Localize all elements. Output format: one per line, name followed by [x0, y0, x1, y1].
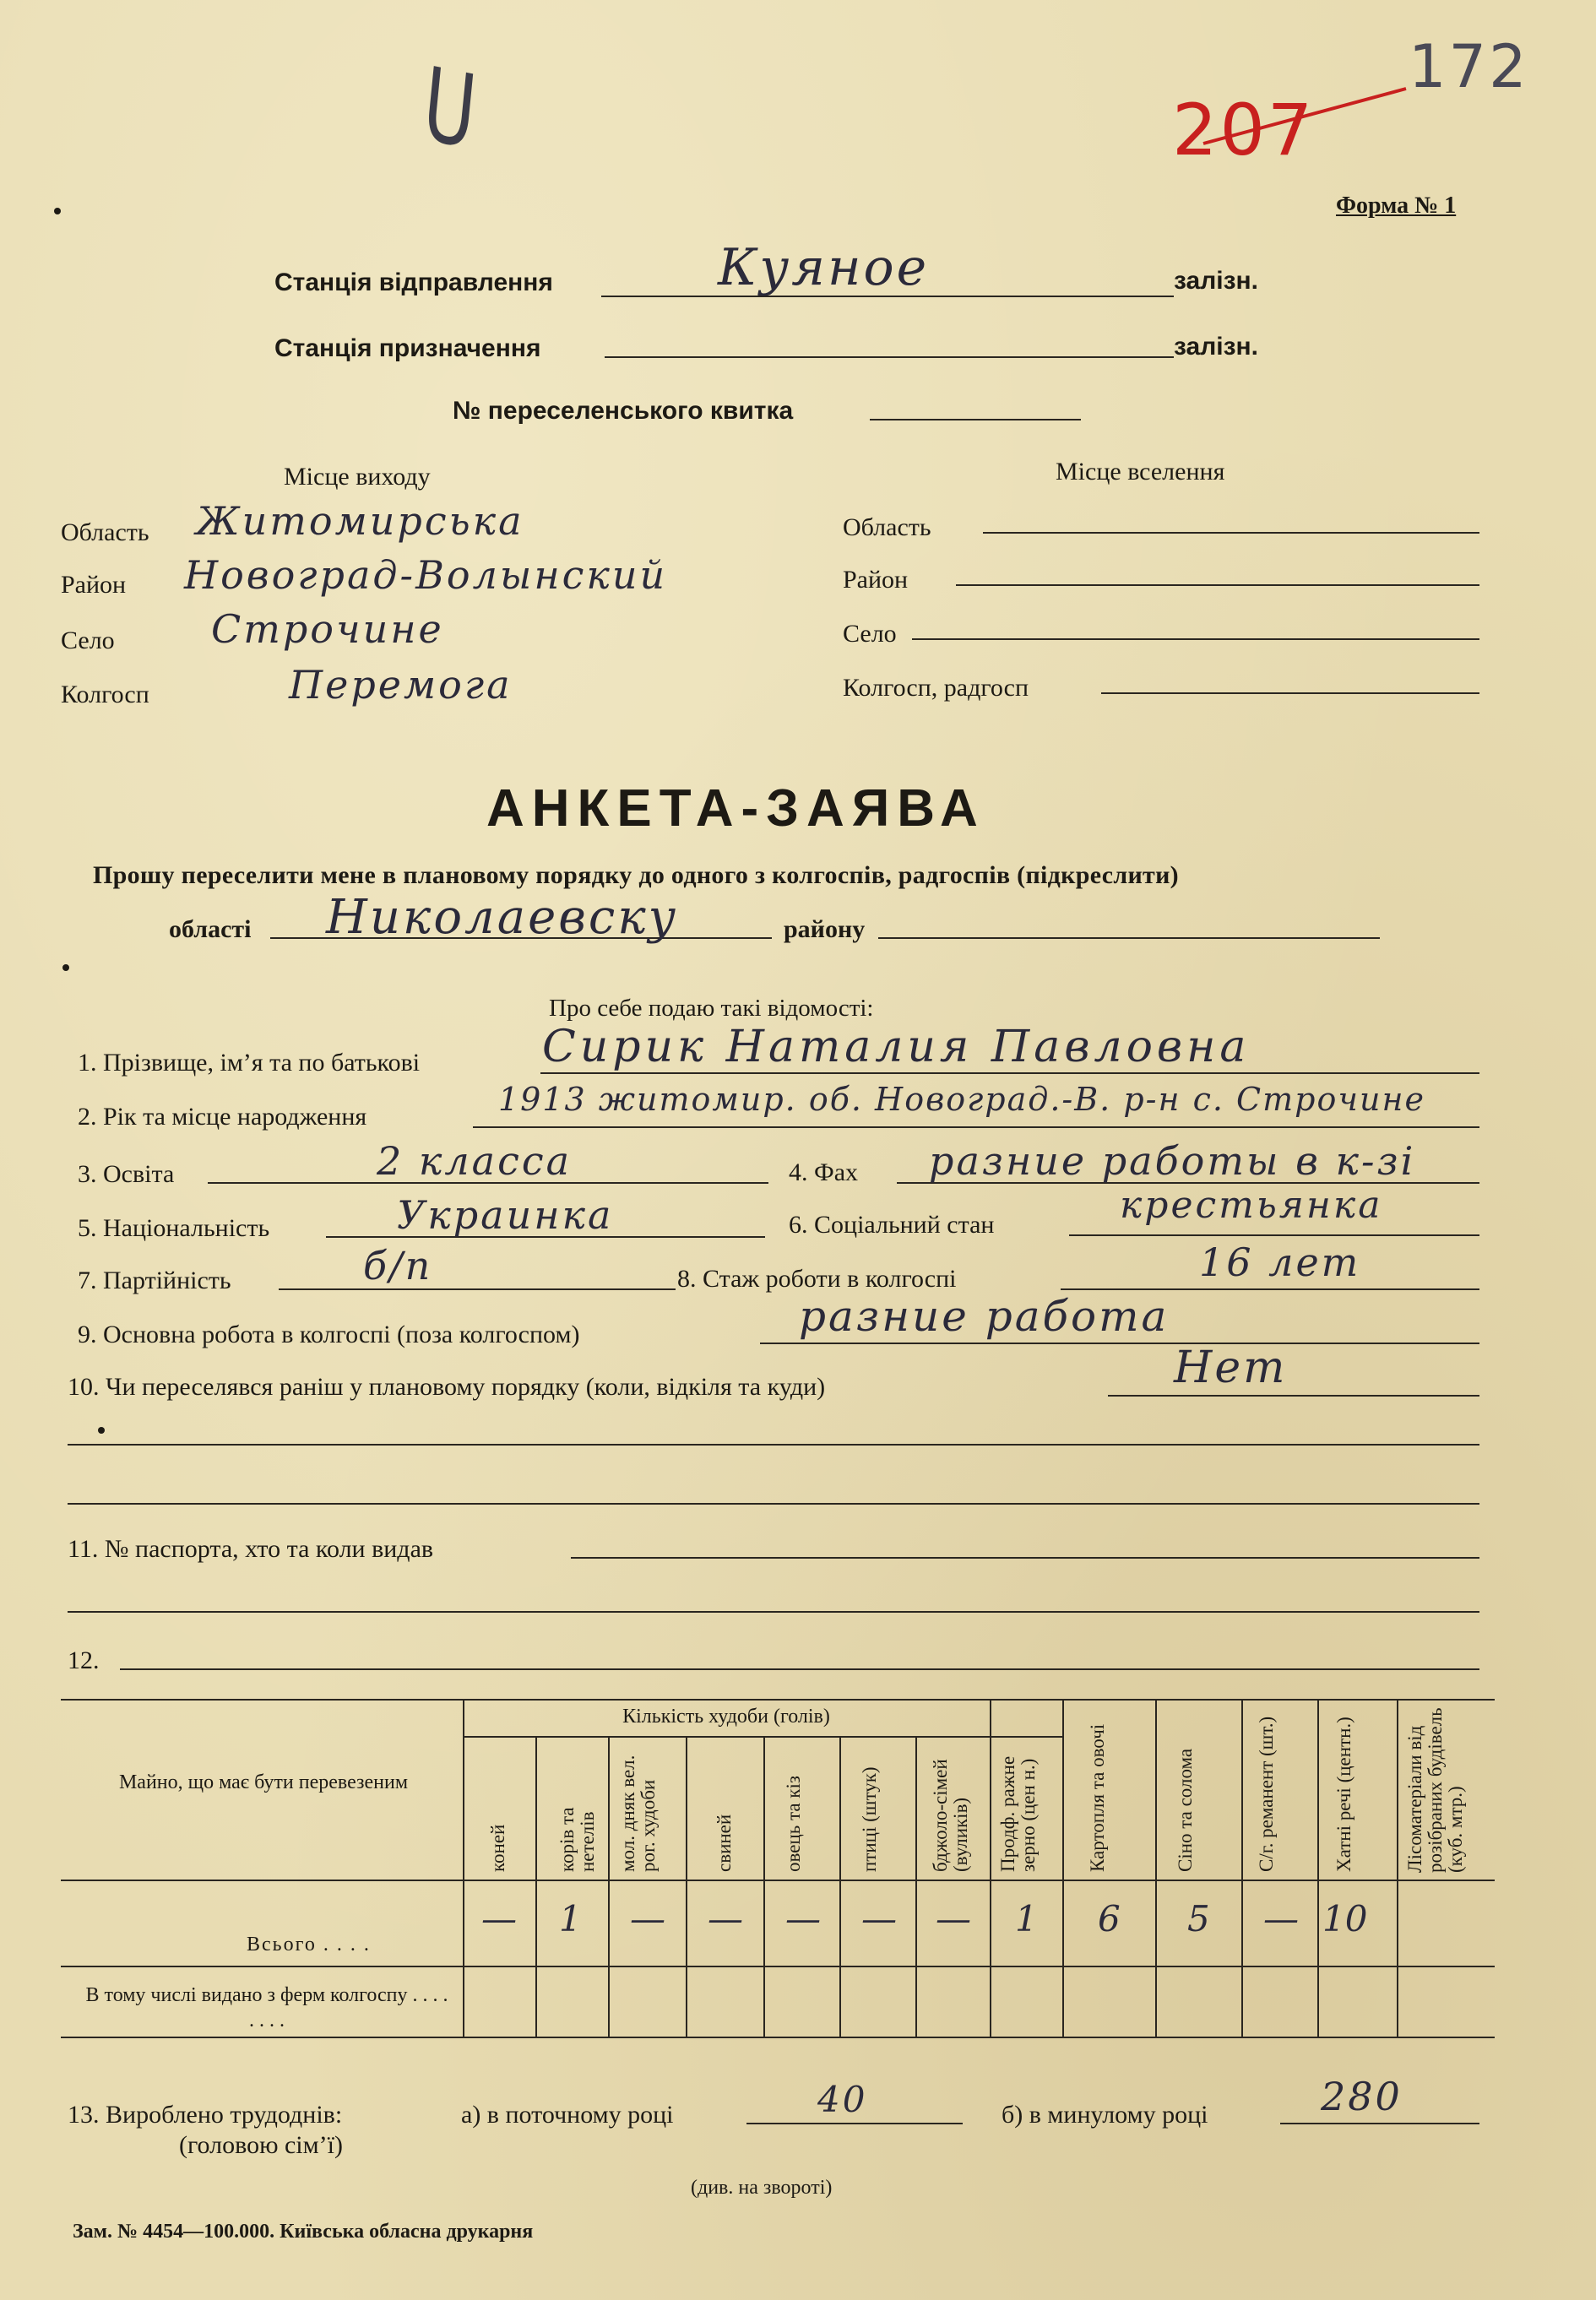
red-strikethrough	[1199, 80, 1410, 156]
table-divider	[1062, 1699, 1064, 2037]
pencil-mark: U	[418, 46, 483, 173]
total-row-label: Всього . . . .	[247, 1934, 371, 1956]
table-divider	[1241, 1699, 1243, 2037]
origin-oblast-value: Житомирська	[196, 498, 524, 544]
col-header-cows: корів та нетелів	[556, 1807, 598, 1872]
table-bottom-border	[61, 2037, 1495, 2038]
total-horses: —	[481, 1898, 517, 1939]
total-young-cattle: —	[630, 1898, 665, 1939]
request-oblast-label: області	[169, 915, 252, 943]
q6-line	[1069, 1234, 1479, 1236]
workdays-sublabel: (головою сім’ї)	[179, 2131, 343, 2159]
total-hay: 5	[1187, 1898, 1210, 1939]
destination-raion-line	[956, 584, 1479, 586]
q10-line-2	[68, 1444, 1479, 1446]
col-header-potatoes: Картопля та овочі	[1087, 1723, 1108, 1872]
q7-label: 7. Партійність	[78, 1267, 231, 1294]
col-header-implements: С/г. реманент (шт.)	[1256, 1716, 1277, 1872]
q1-line	[540, 1072, 1479, 1074]
departure-station-label: Станція відправлення	[274, 269, 553, 296]
table-divider	[463, 1699, 464, 2037]
q12-line	[120, 1668, 1479, 1670]
q10-line	[1108, 1395, 1479, 1397]
table-divider	[1155, 1699, 1157, 2037]
railway-suffix-2: залізн.	[1174, 333, 1258, 361]
workdays-current-label: а) в поточному році	[461, 2101, 674, 2129]
total-implements: —	[1263, 1898, 1299, 1939]
intro-text: Про себе подаю такі відомості:	[549, 995, 874, 1022]
table-row-header: Майно, що має бути перевезеним	[118, 1771, 409, 1793]
table-group-header: Кількість худоби (голів)	[622, 1706, 830, 1728]
table-top-border	[61, 1699, 1495, 1701]
q9-value: разние работа	[799, 1292, 1170, 1341]
table-group-divider	[463, 1736, 1062, 1738]
origin-selo-value: Строчине	[211, 606, 444, 652]
property-table	[61, 1699, 1495, 2037]
destination-station-line	[605, 356, 1174, 358]
binder-hole-mark	[98, 1427, 105, 1434]
origin-oblast-label: Область	[61, 518, 149, 546]
table-header-bottom	[61, 1880, 1495, 1881]
q3-value: 2 класса	[377, 1138, 573, 1184]
origin-kolhosp-label: Колгосп	[61, 681, 149, 708]
farm-row-label: В тому числі видано з ферм колгоспу . . . . . . . .	[85, 1984, 448, 2031]
red-archive-number: 207	[1172, 89, 1316, 171]
q6-value: крестьянка	[1120, 1184, 1383, 1227]
q8-value: 16 лет	[1199, 1240, 1361, 1285]
table-divider	[990, 1699, 991, 2037]
table-divider	[535, 1736, 537, 2037]
col-header-household: Хатні речі (центн.)	[1333, 1717, 1354, 1872]
origin-raion-label: Район	[61, 571, 127, 599]
origin-raion-value: Новоград-Волынский	[184, 552, 668, 598]
ticket-label: № переселенського квитка	[453, 397, 794, 425]
table-divider	[1317, 1699, 1319, 2037]
request-raion-label: району	[784, 915, 866, 943]
railway-suffix-1: залізн.	[1174, 267, 1258, 295]
request-raion-line	[878, 937, 1380, 939]
workdays-current-line	[746, 2123, 963, 2124]
workdays-past-label: б) в минулому році	[1002, 2101, 1208, 2129]
q5-value: Украинка	[397, 1192, 614, 1238]
q10-label: 10. Чи переселявся раніш у плановому порядку (коли, відкіля та куди)	[68, 1373, 826, 1401]
total-pigs: —	[708, 1898, 743, 1939]
table-divider	[608, 1736, 610, 2037]
q4-value: разние работы в к-зі	[929, 1138, 1416, 1184]
col-header-hay: Сіно та солома	[1175, 1748, 1196, 1872]
col-header-bees: бджоло-сімей (вуликів)	[930, 1759, 971, 1872]
see-reverse-note: (див. на звороті)	[691, 2177, 833, 2199]
col-header-pigs: свиней	[714, 1814, 735, 1872]
page-number: 172	[1409, 32, 1529, 101]
destination-kolhosp-label: Колгосп, радгосп	[843, 674, 1029, 702]
q2-line	[473, 1126, 1479, 1128]
q11-label: 11. № паспорта, хто та коли видав	[68, 1535, 434, 1563]
request-oblast-value: Николаевску	[326, 890, 679, 945]
destination-station-label: Станція призначення	[274, 334, 541, 362]
request-text: Прошу переселити мене в плановому порядку до одного з колгоспів, радгоспів (підкреслити)	[93, 861, 1179, 889]
total-poultry: —	[861, 1898, 897, 1939]
workdays-past-line	[1280, 2123, 1479, 2124]
table-divider	[1397, 1699, 1398, 2037]
origin-selo-label: Село	[61, 627, 115, 654]
destination-raion-label: Район	[843, 566, 909, 594]
origin-kolhosp-value: Перемога	[289, 662, 513, 708]
binder-hole-mark	[62, 964, 69, 971]
destination-selo-line	[912, 638, 1479, 640]
q5-label: 5. Національність	[78, 1214, 270, 1242]
table-divider	[839, 1736, 841, 2037]
col-header-horses: коней	[487, 1824, 508, 1872]
workdays-label: 13. Вироблено трудоднів:	[68, 2101, 343, 2129]
col-header-young-cattle: мол. дняк вел. рог. худоби	[617, 1755, 659, 1872]
total-cows: 1	[559, 1898, 582, 1939]
q2-label: 2. Рік та місце народження	[78, 1103, 367, 1131]
q7-value: б/п	[363, 1243, 433, 1288]
total-sheep: —	[785, 1898, 821, 1939]
table-divider	[763, 1736, 765, 2037]
q8-line	[1061, 1288, 1479, 1290]
col-header-sheep: овець та кіз	[783, 1776, 804, 1872]
table-divider	[915, 1736, 917, 2037]
origin-heading: Місце виходу	[284, 463, 431, 491]
form-title: АНКЕТА-ЗАЯВА	[486, 779, 985, 838]
q11-line-2	[68, 1611, 1479, 1613]
q6-label: 6. Соціальний стан	[789, 1211, 995, 1239]
destination-kolhosp-line	[1101, 692, 1479, 694]
destination-heading: Місце вселення	[1056, 458, 1225, 485]
col-header-poultry: птиці (штук)	[859, 1766, 880, 1872]
q1-label: 1. Прізвище, ім’я та по батькові	[78, 1049, 421, 1077]
q8-label: 8. Стаж роботи в колгоспі	[677, 1265, 957, 1293]
ticket-line	[870, 419, 1081, 420]
destination-oblast-label: Область	[843, 513, 931, 541]
q2-value: 1913 житомир. об. Новоград.-В. р-н с. Строчине	[498, 1081, 1425, 1118]
workdays-current-value: 40	[817, 2079, 868, 2120]
q9-line	[760, 1343, 1479, 1344]
departure-station-value: Куяное	[718, 238, 930, 297]
total-grain: 1	[1015, 1898, 1038, 1939]
q7-line	[279, 1288, 676, 1290]
q10-value: Нет	[1174, 1343, 1288, 1393]
total-potatoes: 6	[1098, 1898, 1121, 1939]
form-number: Форма № 1	[1336, 193, 1457, 219]
binder-hole-mark	[54, 208, 61, 214]
col-header-timber: Лісоматеріали від розібраних будівель (куб. мтр.)	[1404, 1707, 1466, 1873]
total-bees: —	[936, 1898, 971, 1939]
q1-value: Сирик Наталия Павловна	[542, 1022, 1251, 1072]
q12-label: 12.	[68, 1646, 100, 1674]
total-household: 10	[1322, 1898, 1368, 1939]
table-divider	[686, 1736, 687, 2037]
col-header-grain: Продф. ражне зерно (цен н.)	[997, 1755, 1039, 1872]
q10-line-3	[68, 1503, 1479, 1505]
q11-line	[571, 1557, 1479, 1559]
printer-imprint: Зам. № 4454—100.000. Київська обласна друкарня	[73, 2221, 534, 2243]
workdays-past-value: 280	[1321, 2074, 1403, 2119]
q9-label: 9. Основна робота в колгоспі (поза колгоспом)	[78, 1321, 580, 1348]
destination-oblast-line	[983, 532, 1479, 534]
q3-label: 3. Освіта	[78, 1160, 175, 1188]
q4-label: 4. Фах	[789, 1158, 859, 1186]
table-total-bottom	[61, 1966, 1495, 1967]
destination-selo-label: Село	[843, 620, 897, 648]
